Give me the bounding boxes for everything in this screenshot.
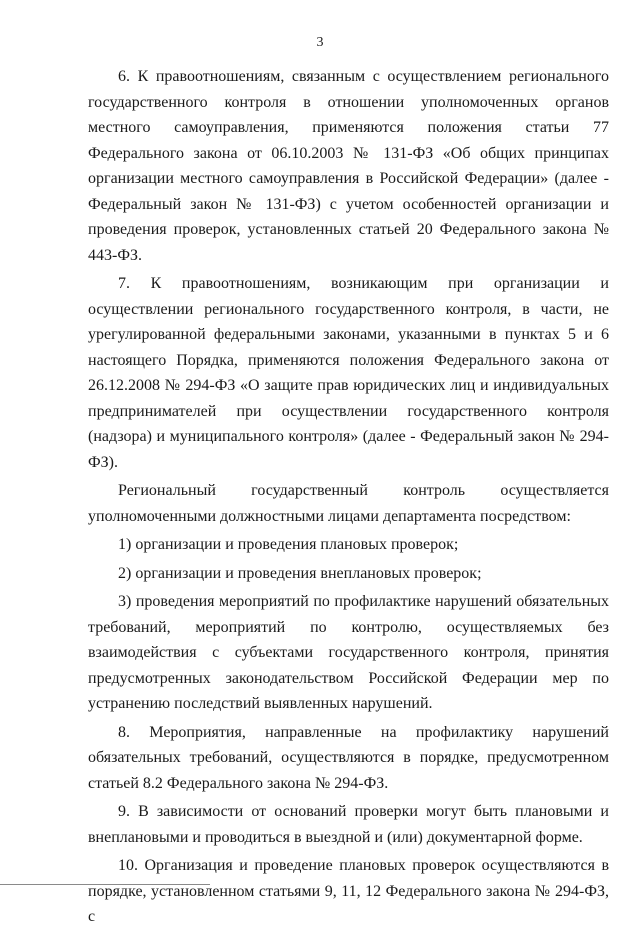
paragraph-7: 7. К правоотношениям, возникающим при организации и осуществлении регионального государственного контроля, в части, не урегулированной федеральными законами, указанными в пунктах 5 и 6 настоящего Порядка, применяются положения Федерального закона от 26.12.2008 № 294-ФЗ «О защите прав юридических лиц и индивидуальных предпринимателей при осуществлении государственного контроля (надзора) и муниципального контроля» (далее - Федеральный закон № 294-ФЗ). (88, 275, 609, 471)
paragraph-8: 8. Мероприятия, направленные на профилактику нарушений обязательных требований, осуществляются в порядке, предусмотренном статьей 8.2 Федерального закона № 294-ФЗ. (88, 723, 609, 792)
paragraph-9: 9. В зависимости от оснований проверки могут быть плановыми и внеплановыми и проводиться в выездной и (или) документарной форме. (88, 803, 609, 846)
footer-divider (0, 884, 210, 885)
paragraph-10: 10. Организация и проведение плановых проверок осуществляются в порядке, установленном статьями 9, 11, 12 Федерального закона № 294-ФЗ, с (88, 857, 609, 925)
paragraph-6: 6. К правоотношениям, связанным с осуществлением регионального государственного контроля в отношении уполномоченных органов местного самоуправления, применяются положения статьи 77 Федерального закона от 06.10.2003 № 131-ФЗ «Об общих принципах организации местного самоуправления в Российской Федерации» (далее - Федеральный закон № 131-ФЗ) с учетом особенностей организации и проведения проверок, установленных статьей 20 Федерального закона № 443-ФЗ. (88, 68, 609, 264)
list-item-1: 1) организации и проведения плановых проверок; (118, 536, 459, 553)
paragraph-control-means: Региональный государственный контроль осуществляется уполномоченными должностными лицами департамента посредством: (88, 482, 609, 525)
list-item-2: 2) организации и проведения внеплановых проверок; (118, 564, 482, 582)
page-number: 3 (316, 35, 324, 50)
list-item-3: 3) проведения мероприятий по профилактике нарушений обязательных требований, мероприятий по контролю, осуществляемых без взаимодействия с субъектами государственного контроля, принятия предусмотренных законодательством Российской Федерации мер по устранению последствий выявленных нарушений. (88, 593, 609, 712)
document-body (88, 64, 609, 930)
